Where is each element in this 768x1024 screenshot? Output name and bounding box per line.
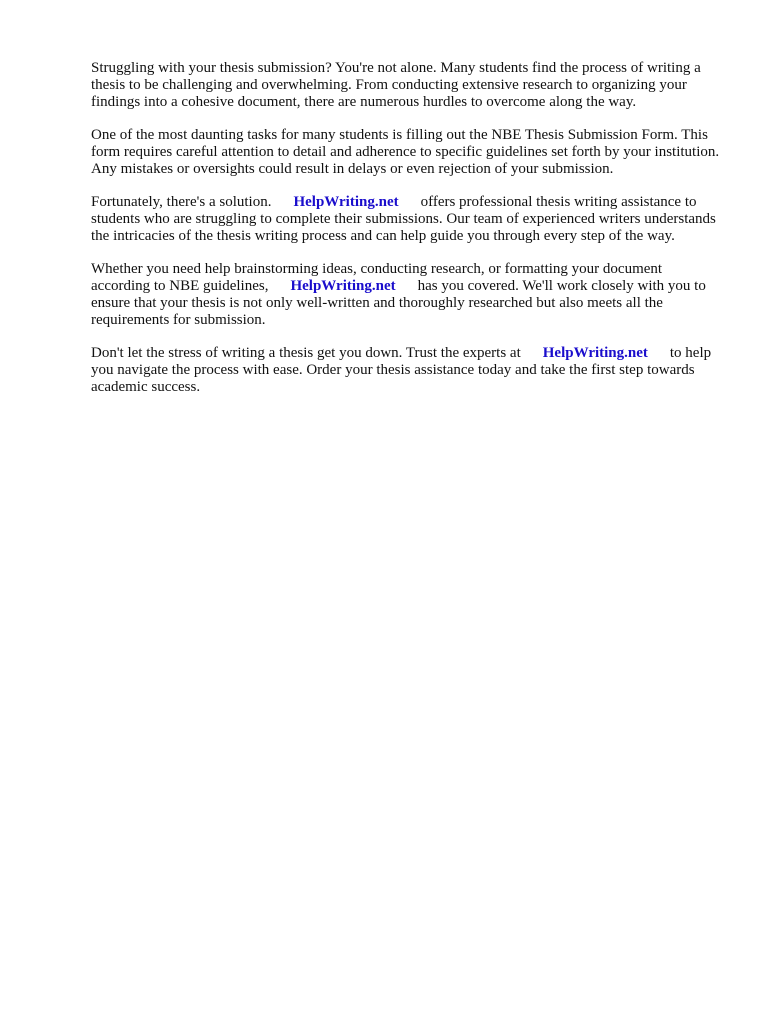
document-body	[91, 60, 723, 412]
paragraph-help-tail: has you covered. We'll work closely with you to ensure that your thesis is not only well-written and thoroughly researched but also meets all the requirements for submission.	[91, 278, 706, 328]
helpwriting-link[interactable]: HelpWriting.net	[290, 278, 396, 294]
paragraph-solution	[91, 194, 723, 245]
paragraph-form: One of the most daunting tasks for many students is filling out the NBE Thesis Submission Form. This form requires careful attention to detail and adherence to specific guidelines set forth by your institution. Any mistakes or oversights could result in delays or even rejection of your submission.	[91, 127, 720, 177]
helpwriting-link[interactable]: HelpWriting.net	[542, 345, 648, 361]
paragraph-closing-tail: to help you navigate the process with ease. Order your thesis assistance today and take the first step towards academic success.	[91, 345, 712, 395]
paragraph-closing-lead: Don't let the stress of writing a thesis get you down. Trust the experts at	[91, 345, 521, 361]
paragraph-help	[91, 261, 723, 329]
paragraph-help-lead: Whether you need help brainstorming ideas, conducting research, or formatting your document according to NBE guidelines,	[91, 261, 663, 294]
helpwriting-link[interactable]: HelpWriting.net	[293, 194, 399, 210]
paragraph-solution-lead: Fortunately, there's a solution.	[91, 194, 272, 210]
paragraph-solution-tail: offers professional thesis writing assistance to students who are struggling to complete their submissions. Our team of experienced writers understands the intricacies of the thesis writing process and can help guide you through every step of the way.	[91, 194, 716, 244]
paragraph-intro: Struggling with your thesis submission? You're not alone. Many students find the process of writing a thesis to be challenging and overwhelming. From conducting extensive research to organizing your findings into a cohesive document, there are numerous hurdles to overcome along the way.	[91, 60, 701, 110]
paragraph-closing	[91, 345, 723, 396]
